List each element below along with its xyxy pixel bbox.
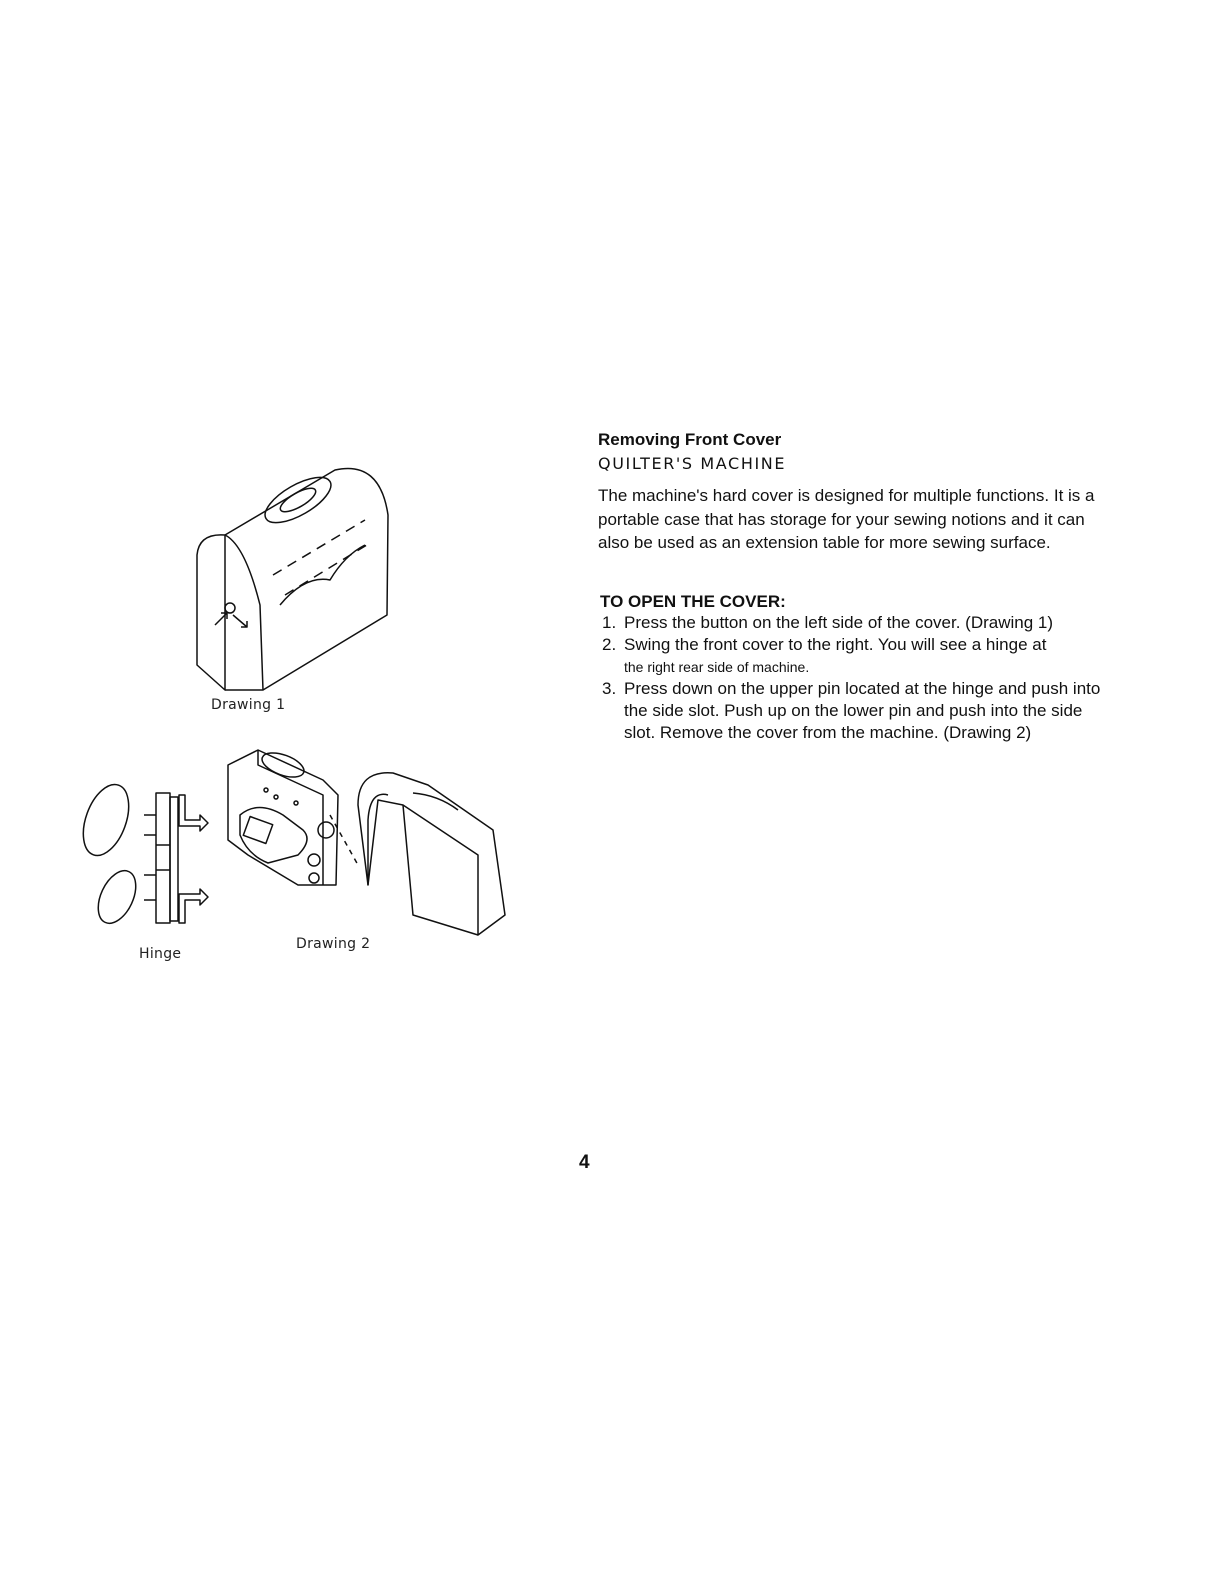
step-number: 1. (602, 613, 617, 632)
step-text: Press down on the upper pin located at the hinge and push into the side slot. Push up on the lower pin and push into the side slot. Remove the cover from the machine. (Drawing 2) (624, 679, 1101, 742)
hinge-illustration (82, 775, 217, 935)
step-item (602, 678, 1107, 744)
drawing-2-caption: Drawing 2 (296, 936, 371, 952)
drawing-2-illustration (218, 745, 513, 935)
drawing-1-caption: Drawing 1 (211, 697, 286, 713)
instructions-list (602, 612, 1107, 744)
step-text: Swing the front cover to the right. You will see a hinge at (624, 635, 1047, 654)
page-number: 4 (579, 1152, 590, 1173)
drawing-1-illustration (185, 455, 400, 700)
hinge-caption: Hinge (139, 946, 182, 962)
instructions-title: TO OPEN THE COVER: (600, 592, 786, 611)
step-number: 2. (602, 635, 617, 654)
intro-paragraph: The machine's hard cover is designed for multiple functions. It is a portable case that has storage for your sewing notions and it can also be used as an extension table for more sewing surface. (598, 486, 1095, 552)
step-item (602, 612, 1107, 634)
step-number: 3. (602, 679, 617, 698)
step-text: Press the button on the left side of the cover. (Drawing 1) (624, 613, 1054, 632)
section-title: Removing Front Cover (598, 430, 782, 449)
step-item (602, 634, 1107, 678)
section-subtitle: QUILTER'S MACHINE (598, 454, 787, 473)
step-text-continued: the right rear side of machine. (624, 659, 810, 675)
